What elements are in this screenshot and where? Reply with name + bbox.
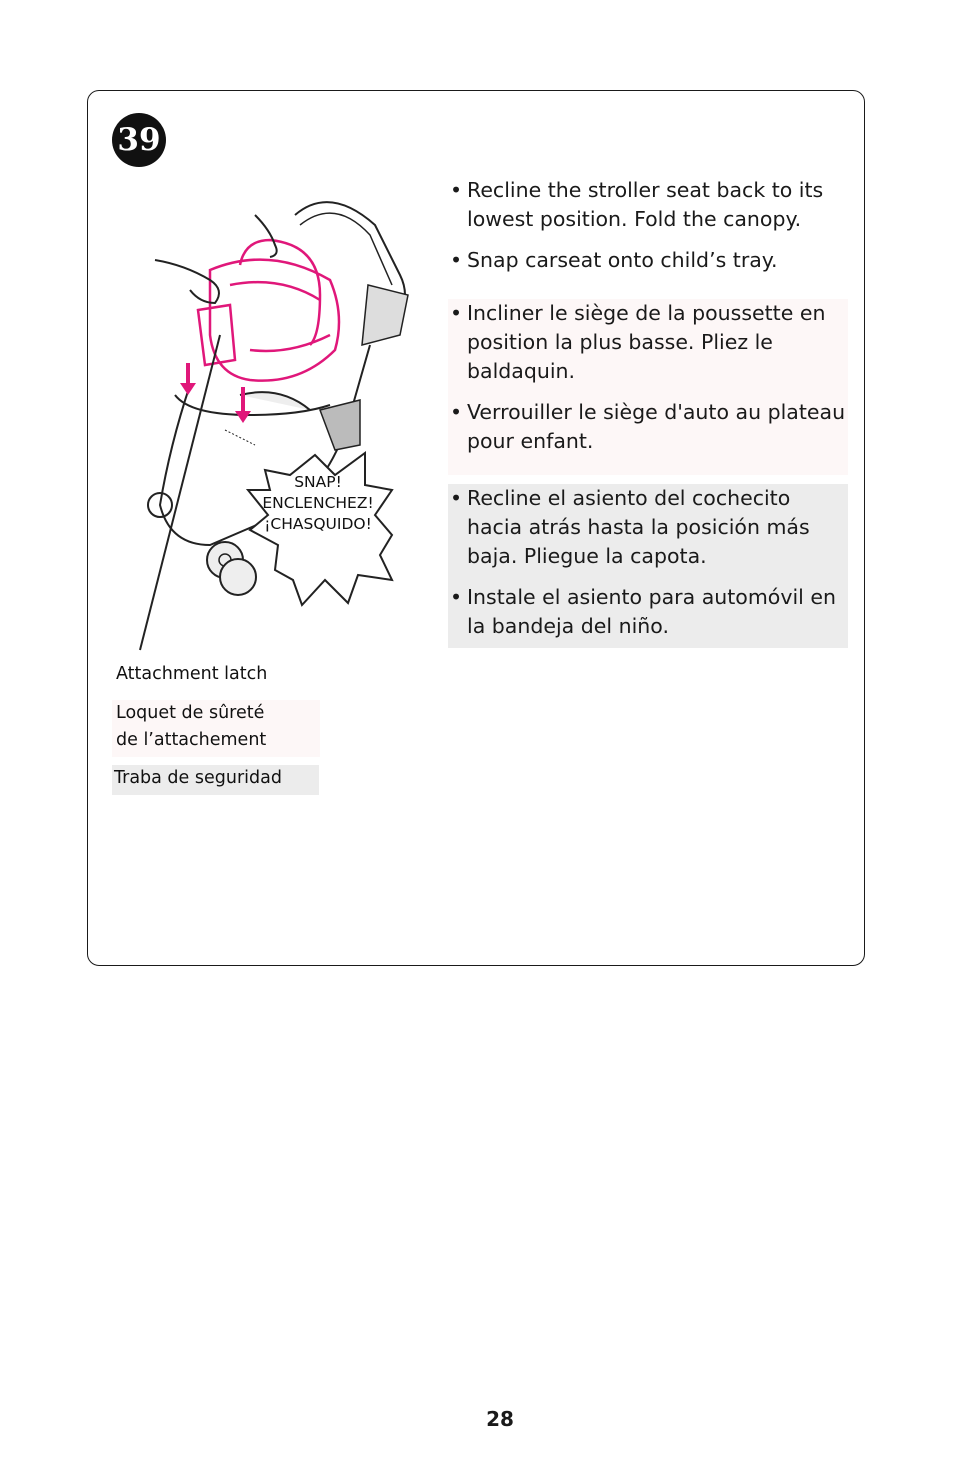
snap-line-french: ENCLENCHEZ! [262, 494, 374, 512]
snap-line-english: SNAP! [294, 473, 342, 491]
snap-line-spanish: ¡CHASQUIDO! [264, 515, 372, 533]
snap-burst-text [248, 472, 388, 535]
step-number-badge: 39 [112, 113, 166, 167]
caption-french [112, 700, 320, 757]
instruction-item: • Recline el asiento del cochecito hacia atrás hasta la posición más baja. Pliegue la capota. [450, 486, 810, 568]
caption-french-line: de l’attachement [116, 730, 267, 750]
instruction-item: • Instale el asiento para automóvil en la bandeja del niño. [450, 585, 836, 638]
caption-spanish: Traba de seguridad [112, 765, 319, 795]
instructions-english [448, 176, 848, 287]
instruction-item: • Recline the stroller seat back to its lowest position. Fold the canopy. [450, 178, 824, 231]
caption-english: Attachment latch [116, 664, 268, 684]
page-number: 28 [486, 1407, 514, 1431]
instruction-item: • Incliner le siège de la poussette en position la plus basse. Pliez le baldaquin. [450, 301, 826, 383]
instruction-item: • Verrouiller le siège d'auto au plateau pour enfant. [450, 400, 846, 453]
caption-french-line: Loquet de sûreté [116, 703, 265, 723]
instructions-french [448, 299, 848, 475]
instructions-spanish [448, 484, 848, 648]
instruction-item: • Snap carseat onto child’s tray. [450, 248, 778, 272]
stroller-carseat-illustration [130, 185, 420, 665]
